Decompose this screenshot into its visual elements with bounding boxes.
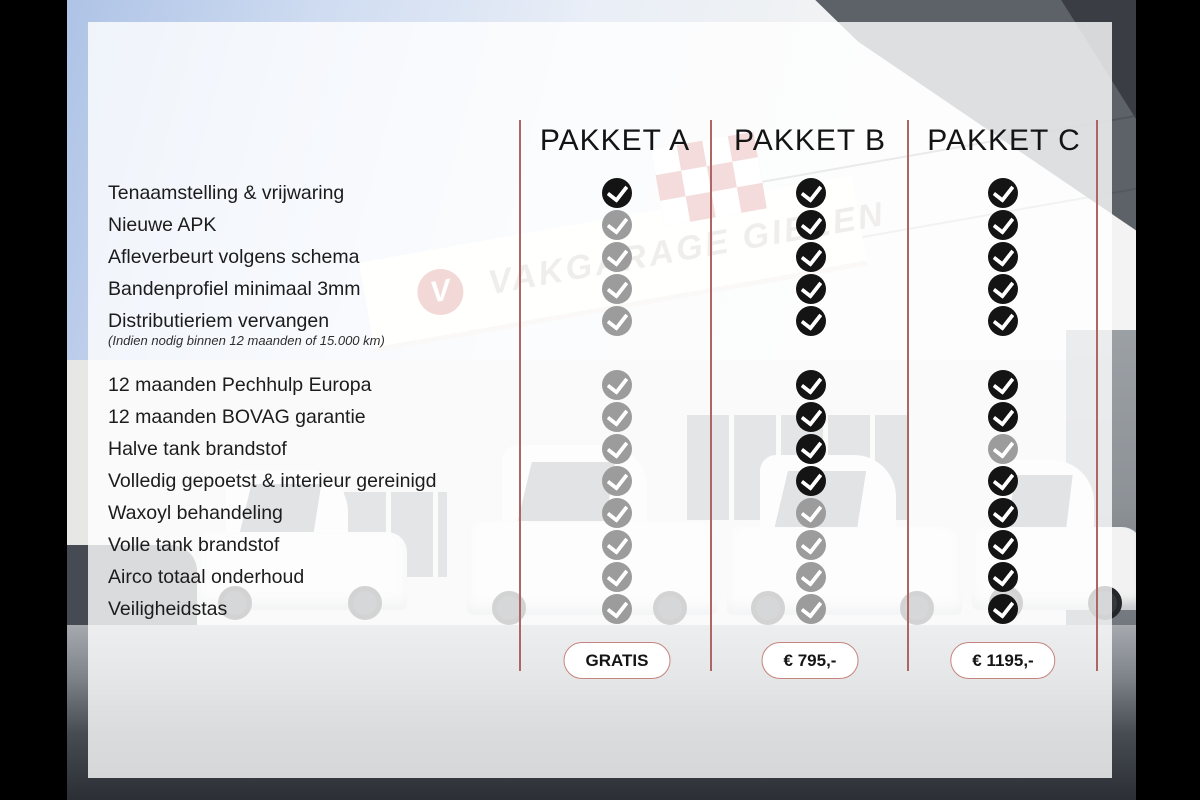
check-icon bbox=[988, 402, 1018, 432]
table-row bbox=[0, 529, 1200, 561]
check-icon bbox=[602, 306, 632, 336]
table-row bbox=[0, 177, 1200, 209]
table-row bbox=[0, 209, 1200, 241]
check-icon bbox=[796, 306, 826, 336]
check-icon bbox=[602, 274, 632, 304]
check-icon bbox=[988, 498, 1018, 528]
check-icon bbox=[602, 530, 632, 560]
check-icon bbox=[988, 466, 1018, 496]
feature-label: Tenaamstelling & vrijwaring bbox=[108, 182, 345, 204]
feature-note: (Indien nodig binnen 12 maanden of 15.000 km) bbox=[108, 333, 385, 348]
check-icon bbox=[988, 562, 1018, 592]
feature-label: 12 maanden BOVAG garantie bbox=[108, 406, 366, 428]
check-icon bbox=[602, 498, 632, 528]
table-row bbox=[0, 433, 1200, 465]
table-row bbox=[0, 241, 1200, 273]
check-icon bbox=[796, 370, 826, 400]
check-icon bbox=[988, 178, 1018, 208]
feature-label: Nieuwe APK bbox=[108, 214, 217, 236]
price-button-pakket-c[interactable]: € 1195,- bbox=[950, 642, 1055, 679]
table-row bbox=[0, 465, 1200, 497]
check-icon bbox=[988, 210, 1018, 240]
check-icon bbox=[796, 498, 826, 528]
check-icon bbox=[796, 274, 826, 304]
check-icon bbox=[796, 594, 826, 624]
check-icon bbox=[796, 210, 826, 240]
column-header-pakket-c: PAKKET C bbox=[927, 124, 1081, 157]
check-icon bbox=[796, 242, 826, 272]
feature-label: Volledig gepoetst & interieur gereinigd bbox=[108, 470, 437, 492]
feature-label: Bandenprofiel minimaal 3mm bbox=[108, 278, 361, 300]
check-icon bbox=[796, 530, 826, 560]
feature-label: Airco totaal onderhoud bbox=[108, 566, 305, 588]
column-header-pakket-a: PAKKET A bbox=[539, 124, 691, 157]
check-icon bbox=[602, 242, 632, 272]
check-icon bbox=[988, 274, 1018, 304]
check-icon bbox=[602, 402, 632, 432]
check-icon bbox=[602, 562, 632, 592]
table-row bbox=[0, 401, 1200, 433]
table-row bbox=[0, 497, 1200, 529]
price-button-pakket-a[interactable]: GRATIS bbox=[564, 642, 671, 679]
check-icon bbox=[988, 306, 1018, 336]
price-button-pakket-b[interactable]: € 795,- bbox=[762, 642, 859, 679]
table-row bbox=[0, 369, 1200, 401]
feature-label: 12 maanden Pechhulp Europa bbox=[108, 374, 372, 396]
check-icon bbox=[988, 370, 1018, 400]
feature-label: Distributieriem vervangen bbox=[108, 310, 330, 332]
check-icon bbox=[602, 210, 632, 240]
check-icon bbox=[796, 562, 826, 592]
check-icon bbox=[988, 530, 1018, 560]
check-icon bbox=[602, 466, 632, 496]
feature-label: Veiligheidstas bbox=[108, 598, 228, 620]
check-icon bbox=[602, 178, 632, 208]
check-icon bbox=[796, 402, 826, 432]
feature-label: Volle tank brandstof bbox=[108, 534, 280, 556]
check-icon bbox=[796, 434, 826, 464]
check-icon bbox=[796, 178, 826, 208]
table-row bbox=[0, 593, 1200, 625]
check-icon bbox=[602, 594, 632, 624]
feature-label: Halve tank brandstof bbox=[108, 438, 287, 460]
check-icon bbox=[988, 242, 1018, 272]
column-header-pakket-b: PAKKET B bbox=[734, 124, 886, 157]
check-icon bbox=[602, 370, 632, 400]
feature-label: Waxoyl behandeling bbox=[108, 502, 283, 524]
check-icon bbox=[602, 434, 632, 464]
feature-label: Afleverbeurt volgens schema bbox=[108, 246, 360, 268]
check-icon bbox=[988, 434, 1018, 464]
table-row bbox=[0, 561, 1200, 593]
check-icon bbox=[796, 466, 826, 496]
table-row bbox=[0, 273, 1200, 305]
check-icon bbox=[988, 594, 1018, 624]
